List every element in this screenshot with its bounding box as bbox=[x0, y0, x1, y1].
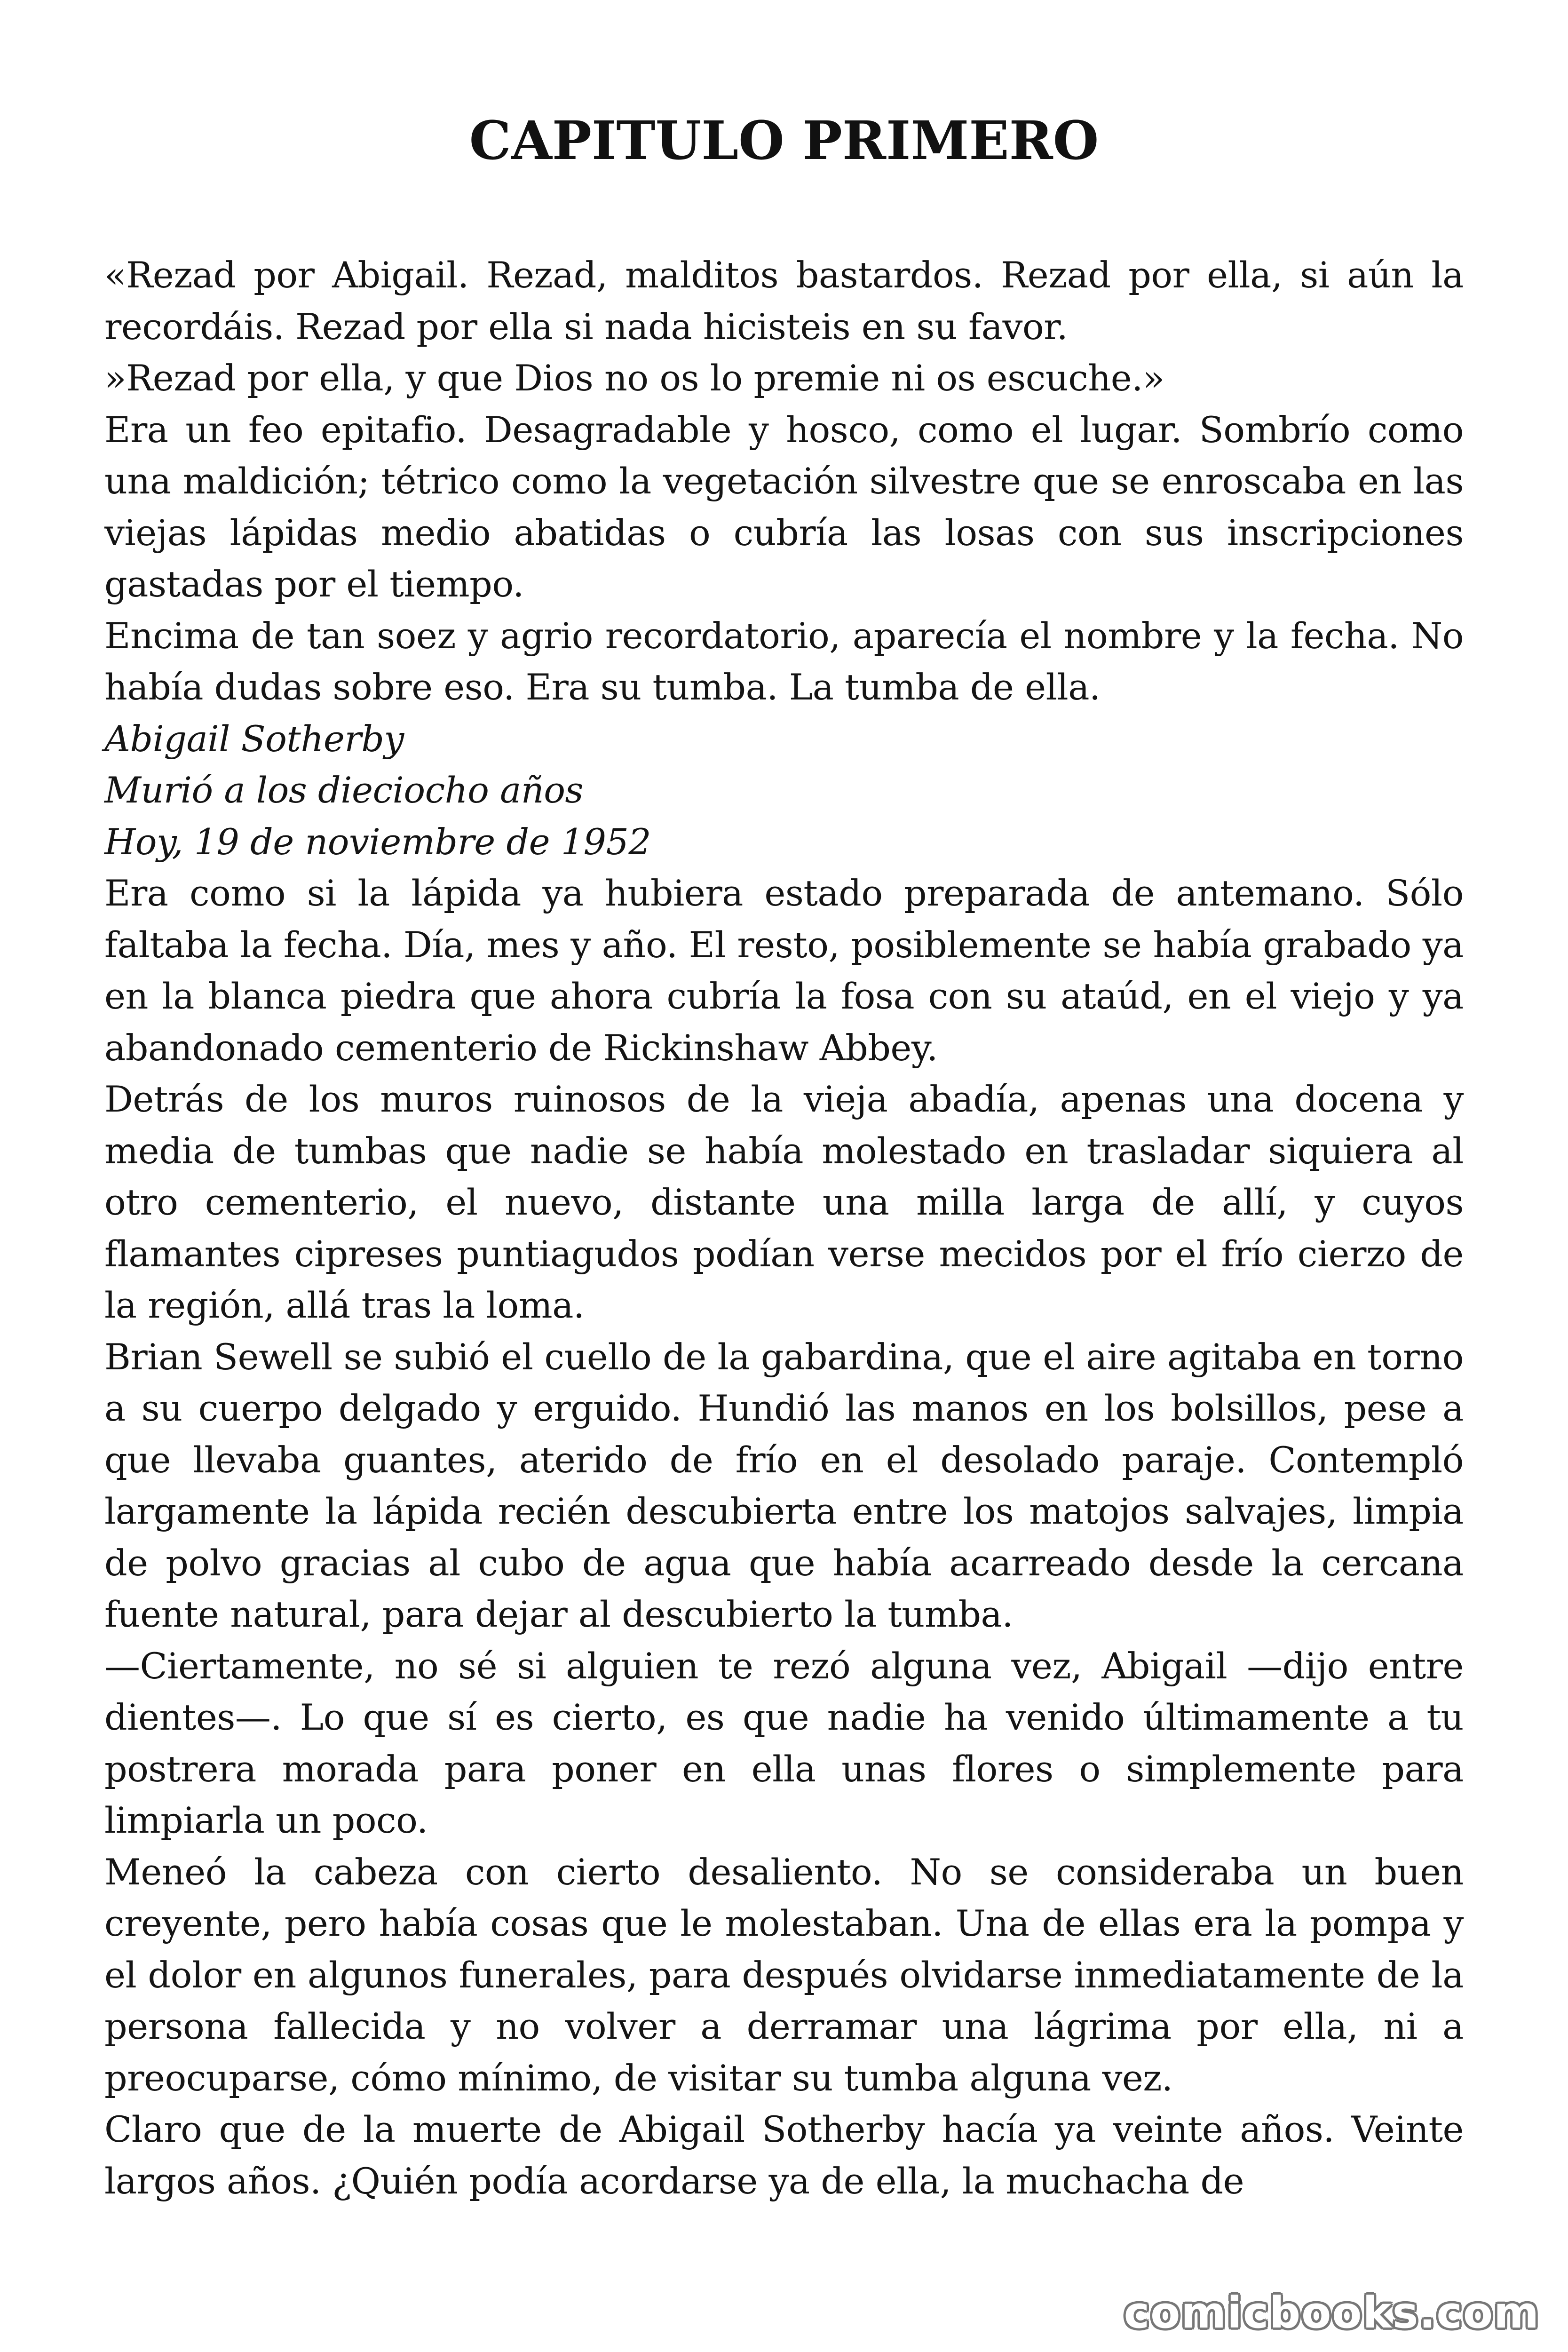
chapter-title: CAPITULO PRIMERO bbox=[469, 110, 1099, 172]
epitaph-date: Hoy, 19 de noviembre de 1952 bbox=[104, 820, 651, 863]
paragraph: Era como si la lápida ya hubiera estado preparada de antemano. Sólo faltaba la fecha. Día, mes y año. El resto, posiblemente se había grabado ya en la blanca piedra que ahora cubría la fosa con su ataúd, en el viejo y ya abandonado cementerio de Rickinshaw Abbey. bbox=[104, 872, 1464, 1069]
paragraph: »Rezad por ella, y que Dios no os lo premie ni os escuche.» bbox=[104, 357, 1164, 399]
epitaph-name: Abigail Sotherby bbox=[104, 717, 404, 760]
paragraph: Meneó la cabeza con cierto desaliento. No se consideraba un buen creyente, pero había cosas que le molestaban. Una de ellas era la pompa y el dolor en algunos funerales, para después olvidarse inmediatamente de la persona fallecida y no volver a derramar una lágrima por ella, ni a preocuparse, cómo mínimo, de visitar su tumba alguna vez. bbox=[104, 1851, 1464, 2099]
paragraph: «Rezad por Abigail. Rezad, malditos bastardos. Rezad por ella, si aún la recordáis. Rezad por ella si nada hicisteis en su favor. bbox=[104, 254, 1464, 348]
paragraph: Encima de tan soez y agrio recordatorio, aparecía el nombre y la fecha. No había dudas sobre eso. Era su tumba. La tumba de ella. bbox=[104, 614, 1464, 708]
paragraph: Detrás de los muros ruinosos de la vieja abadía, apenas una docena y media de tumbas que nadie se había molestado en trasladar siquiera al otro cementerio, el nuevo, distante una milla larga de allí, y cuyos flamantes cipreses puntiagudos podían verse mecidos por el frío cierzo de la región, allá tras la loma. bbox=[104, 1078, 1464, 1326]
site-watermark: comicbooks.com bbox=[1124, 2288, 1540, 2338]
paragraph: —Ciertamente, no sé si alguien te rezó alguna vez, Abigail —dijo entre dientes—. Lo que sí es cierto, es que nadie ha venido últimamente a tu postrera morada para poner en ella unas flores o simplemente para limpiarla un poco. bbox=[104, 1645, 1464, 1841]
epitaph-age: Murió a los dieciocho años bbox=[104, 769, 584, 811]
paragraph: Claro que de la muerte de Abigail Sotherby hacía ya veinte años. Veinte largos años. ¿Quién podía acordarse ya de ella, la muchacha de bbox=[104, 2108, 1464, 2202]
paragraph: Era un feo epitafio. Desagradable y hosco, como el lugar. Sombrío como una maldición; tétrico como la vegetación silvestre que se enroscaba en las viejas lápidas medio abatidas o cubría las losas con sus inscripciones gastadas por el tiempo. bbox=[104, 408, 1464, 605]
chapter-body bbox=[104, 249, 1464, 2207]
paragraph: Brian Sewell se subió el cuello de la gabardina, que el aire agitaba en torno a su cuerpo delgado y erguido. Hundió las manos en los bolsillos, pese a que llevaba guantes, aterido de frío en el desolado paraje. Contempló largamente la lápida recién descubierta entre los matojos salvajes, limpia de polvo gracias al cubo de agua que había acarreado desde la cercana fuente natural, para dejar al descubierto la tumba. bbox=[104, 1335, 1464, 1635]
